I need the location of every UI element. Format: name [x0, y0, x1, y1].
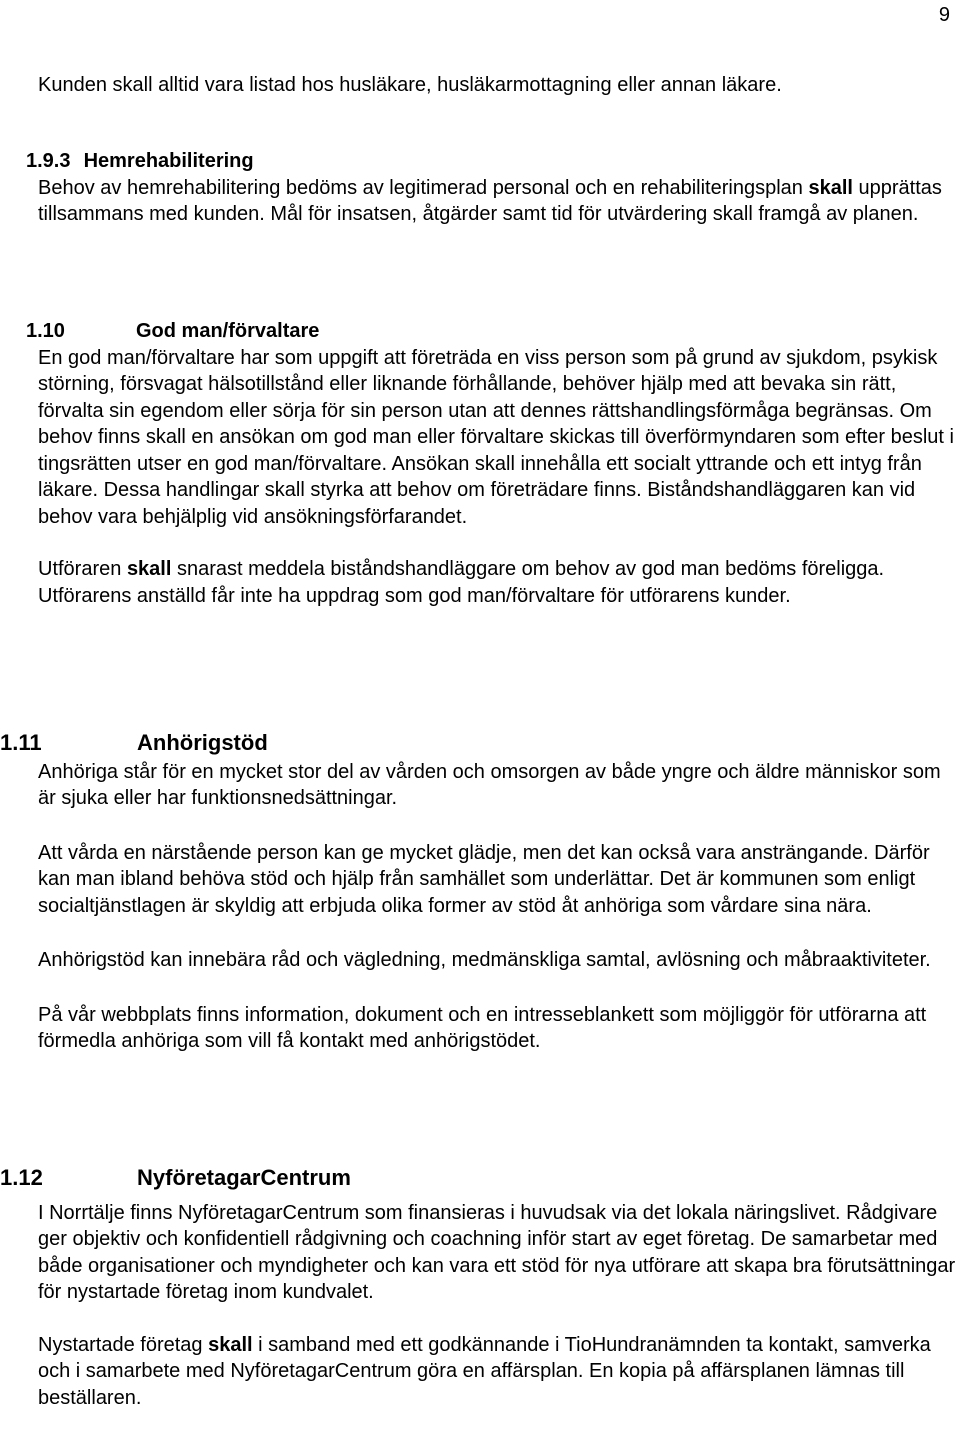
section-paragraph: Att vårda en närstående person kan ge mycket glädje, men det kan också vara ansträngande. Därför kan man ibland behöva stöd och hjälp från samhället som underlättar. Det är kommunen som enligt socialtjänstlagen är skyldig att erbjuda olika former av stöd åt anhöriga som vårdare sina nära.: [38, 841, 930, 917]
section-1-12: [0, 1165, 960, 1411]
section-number: 1.9.3: [26, 150, 71, 172]
text-run: i samband med ett godkännande i TioHundranämnden ta kontakt, samverka och i samarbete med NyföretagarCentrum göra en affärsplan. En kopia på affärsplanen lämnas till beställaren.: [38, 1333, 931, 1409]
section-paragraph: [38, 556, 960, 609]
emphasis-text: skall: [208, 1333, 253, 1356]
section-heading: [0, 730, 960, 757]
section-title: NyföretagarCentrum: [137, 1165, 351, 1190]
section-paragraph: En god man/förvaltare har som uppgift att företräda en viss person som på grund av sjukdom, psykisk störning, försvagat hälsotillstånd eller liknande förhållande, behöver hjälp med att bevaka sin rätt, förvalta sin egendom eller sörja för sin person utan att dennes rättshandlingsförmåga begränsas. Om behov finns skall en ansökan om god man eller förvaltare skickas till överförmyndaren som efter beslut i tingsrätten utser en god man/förvaltare. Ansökan skall innehålla ett socialt yttrande och ett intyg från läkare. Dessa handlingar skall styrka att behov om företrädare finns. Biståndshandläggaren kan vid behov vara behjälplig vid ansökningsförfarandet.: [38, 346, 954, 528]
section-title: Hemrehabilitering: [83, 150, 254, 172]
text-run: Utföraren: [38, 558, 127, 580]
section-paragraph: I Norrtälje finns NyföretagarCentrum som finansieras i huvudsak via det lokala näringslivet. Rådgivare ger objektiv och konfidentiell rådgivning och coachning inför start av eget företag. De samarbetar med både organisationer och myndigheter och kan vara ett stöd för nya utförare att skapa bra förutsättningar för nystartade företag inom kundvalet.: [38, 1201, 956, 1303]
section-heading: [26, 148, 960, 175]
section-paragraph: [38, 175, 960, 228]
emphasis-text: skall: [808, 176, 853, 199]
text-run: upprättas tillsammans med kunden. Mål för insatsen, åtgärder samt tid för utvärdering skall framgå av planen.: [38, 176, 942, 225]
intro-text: Kunden skall alltid vara listad hos husläkare, husläkarmottagning eller annan läkare.: [38, 74, 782, 96]
section-number: 1.10: [26, 320, 65, 342]
section-title: God man/förvaltare: [136, 320, 320, 342]
emphasis-text: skall: [126, 558, 172, 580]
section-heading: [0, 1165, 960, 1192]
text-run: Behov av hemrehabilitering bedöms av legitimerad personal och en rehabiliteringsplan: [38, 176, 809, 199]
intro-paragraph: [38, 72, 960, 99]
section-number: 1.12: [0, 1165, 43, 1190]
section-paragraph: På vår webbplats finns information, dokument och en intresseblankett som möjliggör för utförarna att förmedla anhöriga som vill få kontakt med anhörigstödet.: [38, 1003, 927, 1052]
section-number: 1.11: [0, 730, 42, 755]
text-run: Nystartade företag: [38, 1333, 209, 1356]
section-heading: [26, 318, 960, 345]
text-run: snarast meddela biståndshandläggare om behov av god man bedöms föreligga. Utförarens anställd får inte ha uppdrag som god man/förvaltare för utförarens kunder.: [38, 558, 885, 607]
section-1-11: [0, 730, 960, 1055]
page-number: 9: [938, 4, 950, 26]
section-title: Anhörigstöd: [137, 730, 268, 755]
section-paragraph: Anhöriga står för en mycket stor del av vården och omsorgen av både yngre och äldre människor som är sjuka eller har funktionsnedsättningar.: [38, 760, 941, 809]
section-1-9-3: [26, 148, 960, 228]
section-paragraph: [38, 1332, 960, 1412]
section-paragraph: Anhörigstöd kan innebära råd och vägledning, medmänskliga samtal, avlösning och måbraaktiviteter.: [38, 949, 931, 971]
section-1-10: [26, 318, 960, 609]
